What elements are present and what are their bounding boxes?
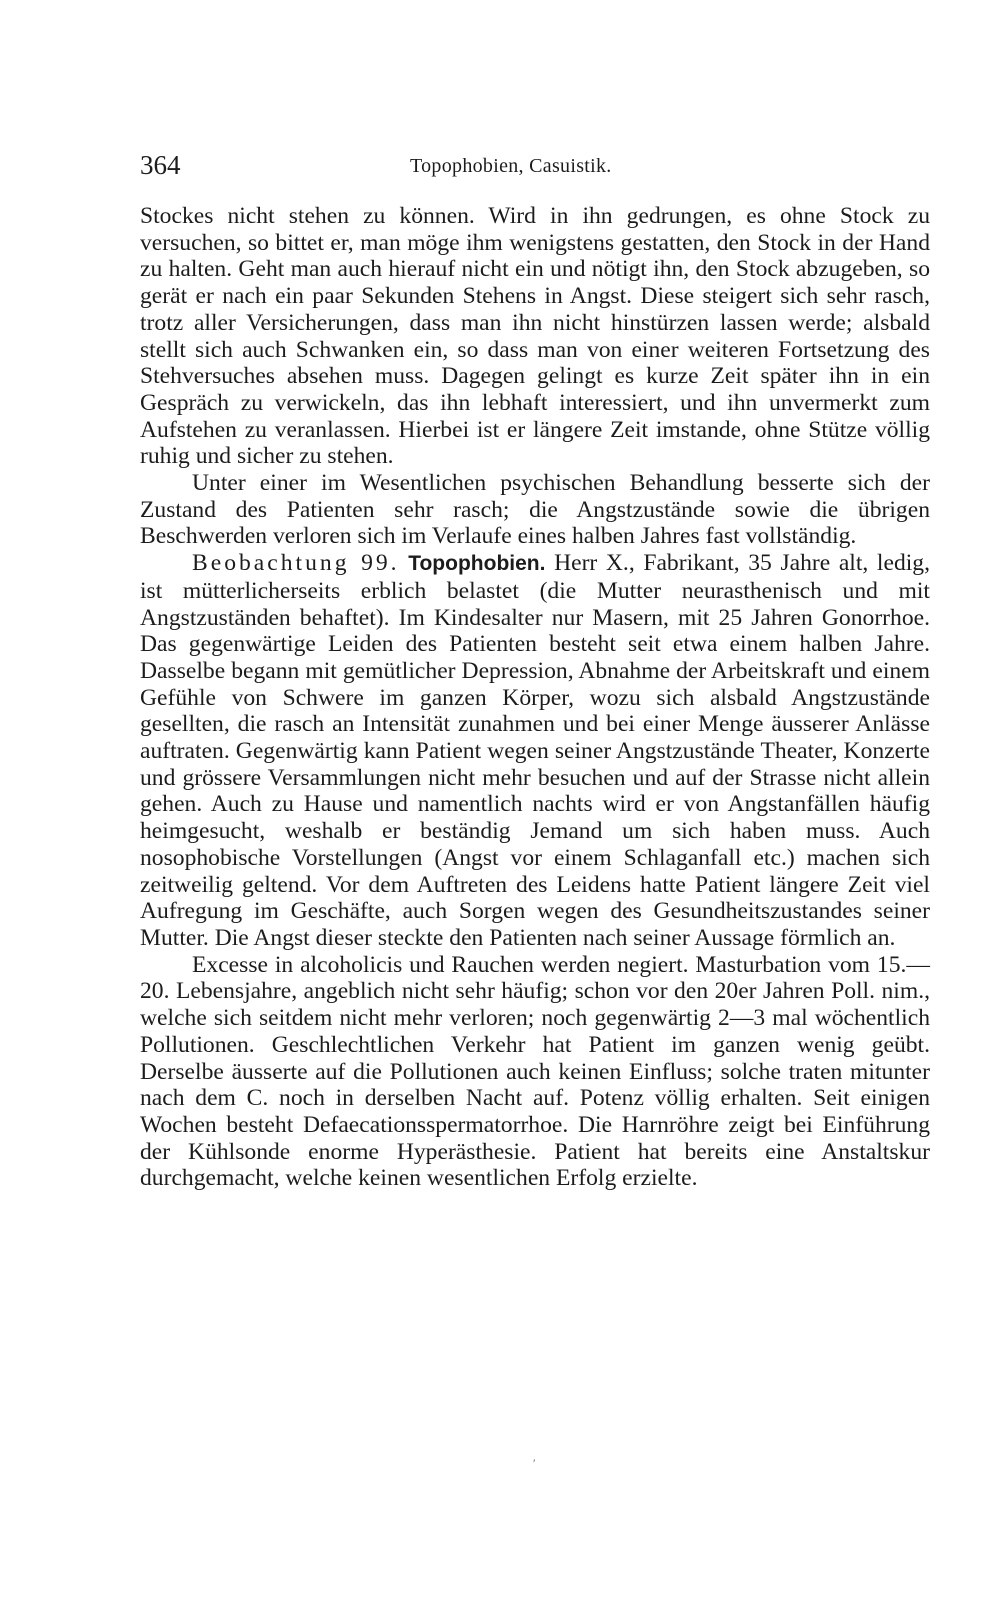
paragraph-treatment: Unter einer im Wesentlichen psychischen Behandlung besserte sich der Zustand des Patienten sehr rasch; die Angstzustände sowie die übrigen Beschwerden verloren sich im Verlaufe eines halben Jahres fast vollständig. [140,470,930,550]
page-number: 364 [140,150,181,180]
paragraph-continued: Stockes nicht stehen zu können. Wird in ihn gedrungen, es ohne Stock zu versuchen, so bittet er, man möge ihm wenigstens gestatten, den Stock in der Hand zu halten. Geht man auch hierauf nicht ein und nötigt ihn, den Stock abzugeben, so gerät er nach ein paar Sekunden Stehens in Angst. Diese steigert sich sehr rasch, trotz aller Versicherungen, dass man ihn nicht hinstürzen lassen werde; alsbald stellt sich auch Schwanken ein, so dass man von einer weiteren Fortsetzung des Stehversuches absehen muss. Dagegen gelingt es kurze Zeit später ihn in ein Gespräch zu verwickeln, das ihn lebhaft interessiert, und ihn unvermerkt zum Aufstehen zu veranlassen. Hierbei ist er längere Zeit imstande, ohne Stütze völlig ruhig und sicher zu stehen. [140,203,930,470]
running-head: Topophobien, Casuistik. [410,155,612,177]
body-text [140,203,930,1192]
observation-text: Herr X., Fabrikant, 35 Jahre alt, ledig, ist mütterlicherseits erblich belastet (die Mutter neurasthenisch und mit Angstzuständen behaftet). Im Kindesalter nur Masern, mit 25 Jahren Gonorrhoe. Das gegenwärtige Leiden des Patienten besteht seit etwa einem halben Jahre. Dasselbe begann mit gemütlicher Depression, Abnahme der Arbeitskraft und einem Gefühle von Schwere im ganzen Körper, wozu sich alsbald Angstzustände gesellten, die rasch an Intensität zunahmen und bei einer Menge äusserer Anlässe auftraten. Gegenwärtig kann Patient wegen seiner Angstzustände Theater, Konzerte und grössere Versammlungen nicht mehr besuchen und auf der Strasse nicht allein gehen. Auch zu Hause und namentlich nachts wird er von Angstanfällen häufig heimgesucht, weshalb er beständig Jemand um sich haben muss. Auch nosophobische Vorstellungen (Angst vor einem Schlaganfall etc.) machen sich zeitweilig geltend. Vor dem Auftreten des Leidens hatte Patient längere Zeit viel Aufregung im Geschäfte, auch Sorgen wegen des Gesundheitszustandes seiner Mutter. Die Angst dieser steckte den Patienten nach seiner Aussage förmlich an. [140,550,930,951]
page-header [140,150,930,180]
paragraph-observation-99 [140,550,930,952]
observation-label: Beobachtung 99. [192,550,400,577]
paragraph-anamnesis: Excesse in alcoholicis und Rauchen werden negiert. Masturbation vom 15.—20. Lebensjahre, angeblich nicht sehr häufig; schon vor den 20er Jahren Poll. nim., welche sich seitdem nicht mehr verloren; noch gegenwärtig 2—3 mal wöchentlich Pollutionen. Geschlechtlichen Verkehr hat Patient im ganzen wenig geübt. Derselbe äusserte auf die Pollutionen auch keinen Einfluss; solche traten mitunter nach dem C. noch in derselben Nacht auf. Potenz völlig erhalten. Seit einigen Wochen besteht Defaecationsspermatorrhoe. Die Harnröhre zeigt bei Einführung der Kühlsonde enorme Hyperästhesie. Patient hat bereits eine Anstaltskur durchgemacht, welche keinen wesentlichen Erfolg erzielte. [140,951,930,1192]
ink-speck: ′ [533,1456,536,1470]
observation-title: Topophobien. [408,552,546,576]
